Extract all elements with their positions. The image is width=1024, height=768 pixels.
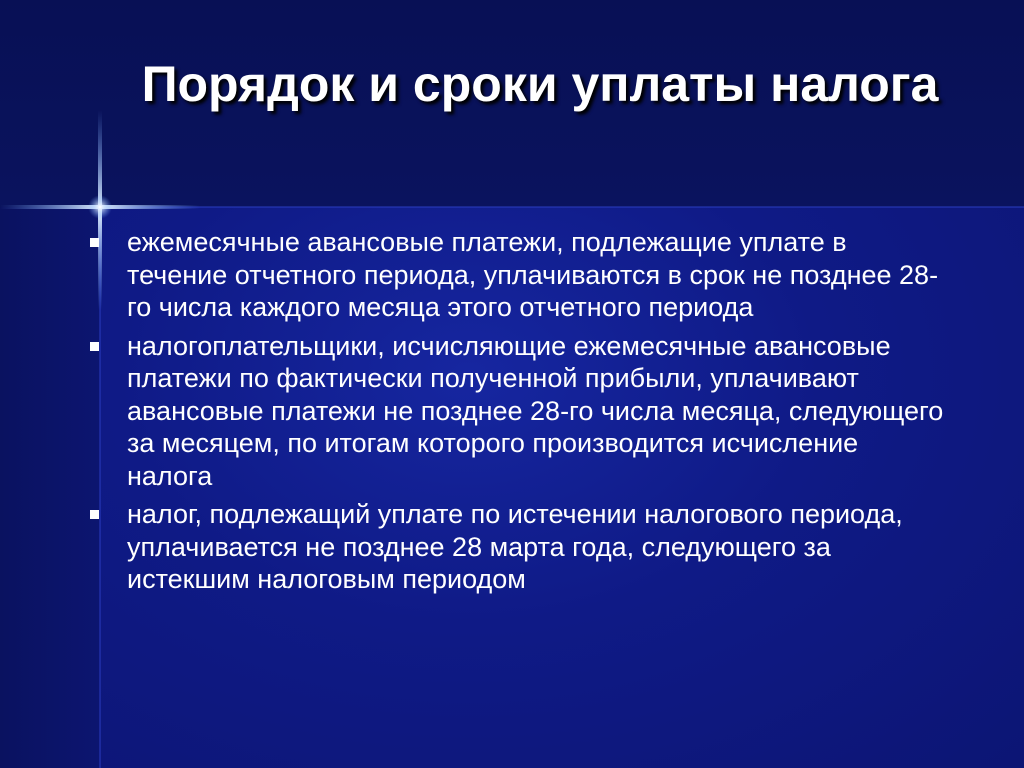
bullet-list: [86, 226, 946, 602]
bullet-square-icon: [90, 238, 99, 247]
bullet-text: налог, подлежащий уплате по истечении налогового периода, уплачивается не позднее 28 марта года, следующего за истекшим налоговым периодом: [127, 499, 903, 594]
bullet-square-icon: [90, 342, 99, 351]
bullet-item: [86, 330, 946, 493]
bullet-item: [86, 226, 946, 324]
slide-title: Порядок и сроки уплаты налога: [141, 56, 939, 112]
bullet-text: налогоплательщики, исчисляющие ежемесячные авансовые платежи по фактически полученной прибыли, уплачивают авансовые платежи не позднее 28-го числа месяца, следующего за месяцем, по итогам которого производится исчисление налога: [127, 330, 944, 491]
bullet-square-icon: [90, 510, 99, 519]
bullet-text: ежемесячные авансовые платежи, подлежащие уплате в течение отчетного периода, уплачиваются в срок не позднее 28-го числа каждого месяца этого отчетного периода: [127, 227, 939, 322]
left-band: [0, 207, 100, 768]
bullet-item: [86, 498, 946, 596]
